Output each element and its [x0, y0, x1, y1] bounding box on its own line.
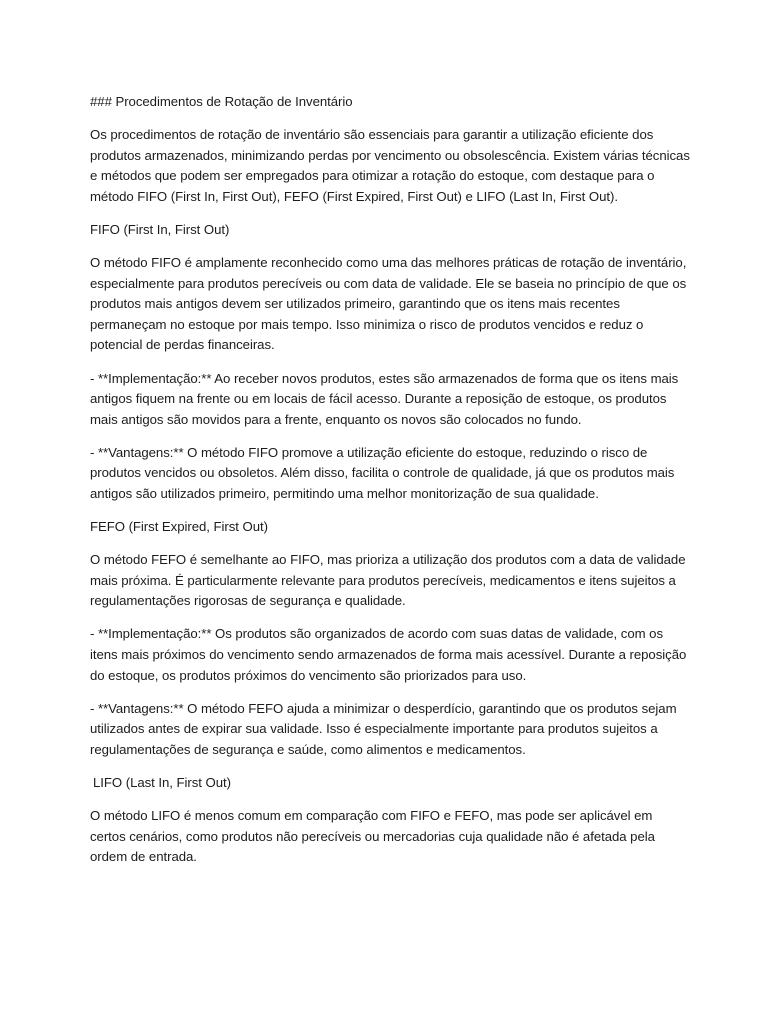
- fifo-heading: FIFO (First In, First Out): [90, 221, 230, 237]
- fifo-implementation: - **Implementação:** Ao receber novos produtos, estes são armazenados de forma que os itens mais antigos fiquem na frente ou em locais de fácil acesso. Durante a reposição de estoque, os produtos mais antigos são movidos para a frente, enquanto os novos são colocados no fundo.: [90, 370, 679, 427]
- fefo-description: O método FEFO é semelhante ao FIFO, mas prioriza a utilização dos produtos com a data de validade mais próxima. É particularmente relevante para produtos perecíveis, medicamentos e itens sujeitos a regulamentações rigorosas de segurança e qualidade.: [90, 552, 686, 609]
- intro-paragraph: Os procedimentos de rotação de inventário são essenciais para garantir a utilização eficiente dos produtos armazenados, minimizando perdas por vencimento ou obsolescência. Existem várias técnicas e métodos que podem ser empregados para otimizar a rotação do estoque, com destaque para o método FIFO (First In, First Out), FEFO (First Expired, First Out) e LIFO (Last In, First Out).: [90, 127, 690, 204]
- document-title: ### Procedimentos de Rotação de Inventário: [90, 94, 353, 109]
- fifo-description: O método FIFO é amplamente reconhecido como uma das melhores práticas de rotação de inventário, especialmente para produtos perecíveis ou com data de validade. Ele se baseia no princípio de que os produtos mais antigos devem ser utilizados primeiro, garantindo que os itens mais recentes permaneçam no estoque por mais tempo. Isso minimiza o risco de produtos vencidos e reduz o potencial de perdas financeiras.: [90, 255, 687, 353]
- document-page: [90, 92, 690, 880]
- fefo-advantages: - **Vantagens:** O método FEFO ajuda a minimizar o desperdício, garantindo que os produtos sejam utilizados antes de expirar sua validade. Isso é especialmente importante para produtos sujeitos a regulamentações de segurança e saúde, como alimentos e medicamentos.: [90, 700, 677, 757]
- fifo-advantages: - **Vantagens:** O método FIFO promove a utilização eficiente do estoque, reduzindo o risco de produtos vencidos ou obsoletos. Além disso, facilita o controle de qualidade, já que os produtos mais antigos são utilizados primeiro, permitindo uma melhor monitorização de sua qualidade.: [90, 444, 675, 501]
- lifo-heading: LIFO (Last In, First Out): [93, 775, 231, 791]
- fefo-heading: FEFO (First Expired, First Out): [90, 519, 268, 535]
- lifo-description: O método LIFO é menos comum em comparação com FIFO e FEFO, mas pode ser aplicável em certos cenários, como produtos não perecíveis ou mercadorias cuja qualidade não é afetada pela ordem de entrada.: [90, 808, 655, 865]
- fefo-implementation: - **Implementação:** Os produtos são organizados de acordo com suas datas de validade, com os itens mais próximos do vencimento sendo armazenados de forma mais acessível. Durante a reposição do estoque, os produtos próximos do vencimento são priorizados para uso.: [90, 626, 687, 683]
